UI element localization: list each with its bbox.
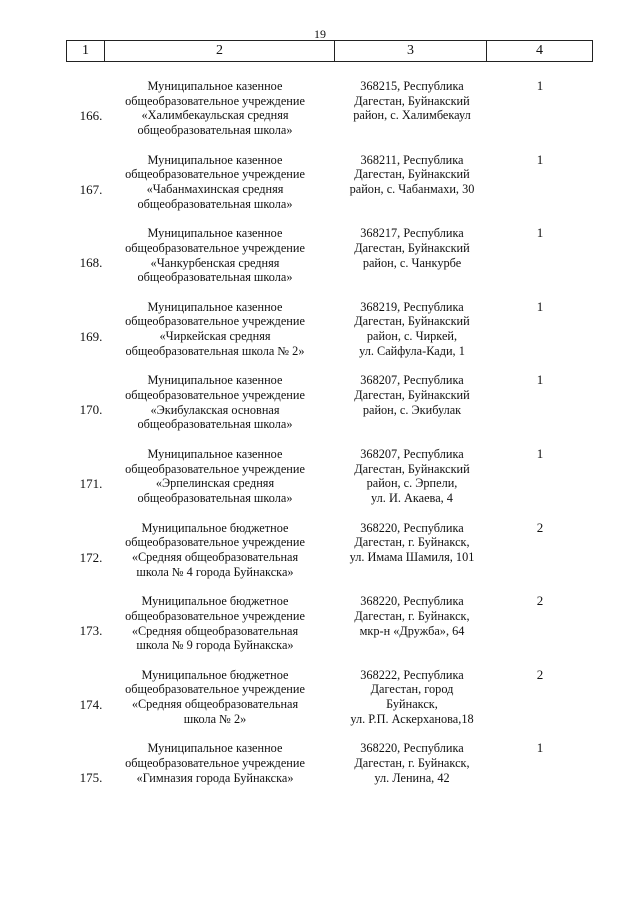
row-number: 168. bbox=[79, 255, 103, 271]
row-number: 169. bbox=[79, 328, 103, 344]
institution-address: 368217, Республика Дагестан, Буйнакский район, с. Чанкурбе bbox=[354, 226, 470, 270]
institution-name: Муниципальное бюджетное общеобразовательное учреждение «Средняя общеобразовательная школа № 2» bbox=[125, 667, 305, 726]
institution-address: 368220, Республика Дагестан, г. Буйнакск, ул. Имама Шамиля, 101 bbox=[349, 520, 475, 564]
column-header-4: 4 bbox=[487, 41, 593, 62]
institution-name: Муниципальное казенное общеобразовательное учреждение «Чабанмахинская средняя общеобразовательная школа» bbox=[125, 152, 305, 211]
institution-name: Муниципальное казенное общеобразовательное учреждение «Гимназия города Буйнакска» bbox=[125, 741, 305, 785]
table-row bbox=[0, 741, 640, 815]
table-row bbox=[0, 79, 640, 153]
quantity: 1 bbox=[536, 225, 544, 241]
quantity: 2 bbox=[536, 519, 544, 535]
quantity: 2 bbox=[536, 666, 544, 682]
institution-name: Муниципальное бюджетное общеобразовательное учреждение «Средняя общеобразовательная школа № 4 города Буйнакска» bbox=[125, 520, 305, 579]
institution-address: 368220, Республика Дагестан, г. Буйнакск, ул. Ленина, 42 bbox=[354, 741, 470, 785]
page-number: 19 bbox=[314, 27, 326, 41]
table-row bbox=[0, 226, 640, 300]
column-header-2: 2 bbox=[105, 41, 335, 62]
row-number: 171. bbox=[79, 475, 103, 491]
institution-name: Муниципальное казенное общеобразовательное учреждение «Халимбекаульская средняя общеобразовательная школа» bbox=[125, 79, 305, 138]
row-number: 175. bbox=[79, 770, 103, 786]
institution-name: Муниципальное казенное общеобразовательное учреждение «Чиркейская средняя общеобразовательная школа № 2» bbox=[125, 299, 305, 358]
institution-name: Муниципальное бюджетное общеобразовательное учреждение «Средняя общеобразовательная школа № 9 города Буйнакска» bbox=[125, 594, 305, 653]
table-row bbox=[0, 594, 640, 668]
row-number: 167. bbox=[79, 181, 103, 197]
column-header-1: 1 bbox=[67, 41, 105, 62]
institution-address: 368207, Республика Дагестан, Буйнакский район, с. Экибулак bbox=[354, 373, 470, 417]
table-row bbox=[0, 373, 640, 447]
institution-address: 368215, Республика Дагестан, Буйнакский район, с. Халимбекаул bbox=[353, 79, 471, 123]
institution-address: 368207, Республика Дагестан, Буйнакский район, с. Эрпели, ул. И. Акаева, 4 bbox=[354, 446, 470, 506]
quantity: 1 bbox=[536, 78, 544, 93]
table-row bbox=[0, 153, 640, 227]
row-number: 173. bbox=[79, 623, 103, 639]
quantity: 1 bbox=[536, 740, 544, 756]
table-row bbox=[0, 300, 640, 374]
quantity: 1 bbox=[536, 298, 544, 314]
row-number: 170. bbox=[79, 402, 103, 418]
institution-address: 368219, Республика Дагестан, Буйнакский район, с. Чиркей, ул. Сайфула-Кади, 1 bbox=[354, 299, 470, 358]
row-number: 174. bbox=[79, 696, 103, 712]
column-header-3: 3 bbox=[335, 41, 487, 62]
institution-name: Муниципальное казенное общеобразовательное учреждение «Экибулакская основная общеобразовательная школа» bbox=[125, 373, 305, 432]
institution-address: 368222, Республика Дагестан, город Буйнакск, ул. Р.П. Аскерханова,18 bbox=[350, 667, 474, 726]
row-number: 166. bbox=[79, 108, 103, 123]
table-row bbox=[0, 521, 640, 595]
quantity: 1 bbox=[536, 372, 544, 388]
table-row bbox=[0, 447, 640, 521]
institution-address: 368220, Республика Дагестан, г. Буйнакск, мкр-н «Дружба», 64 bbox=[354, 594, 470, 638]
institution-name: Муниципальное казенное общеобразовательное учреждение «Эрпелинская средняя общеобразовательная школа» bbox=[125, 446, 305, 506]
column-header-row bbox=[67, 41, 593, 62]
quantity: 1 bbox=[536, 151, 544, 167]
quantity: 2 bbox=[536, 593, 544, 609]
row-number: 172. bbox=[79, 549, 103, 565]
institution-name: Муниципальное казенное общеобразовательное учреждение «Чанкурбенская средняя общеобразовательная школа» bbox=[125, 226, 305, 285]
table-row bbox=[0, 668, 640, 742]
quantity: 1 bbox=[536, 445, 544, 461]
institution-address: 368211, Республика Дагестан, Буйнакский район, с. Чабанмахи, 30 bbox=[349, 152, 475, 196]
school-list bbox=[0, 79, 640, 815]
column-header-table bbox=[66, 40, 593, 62]
